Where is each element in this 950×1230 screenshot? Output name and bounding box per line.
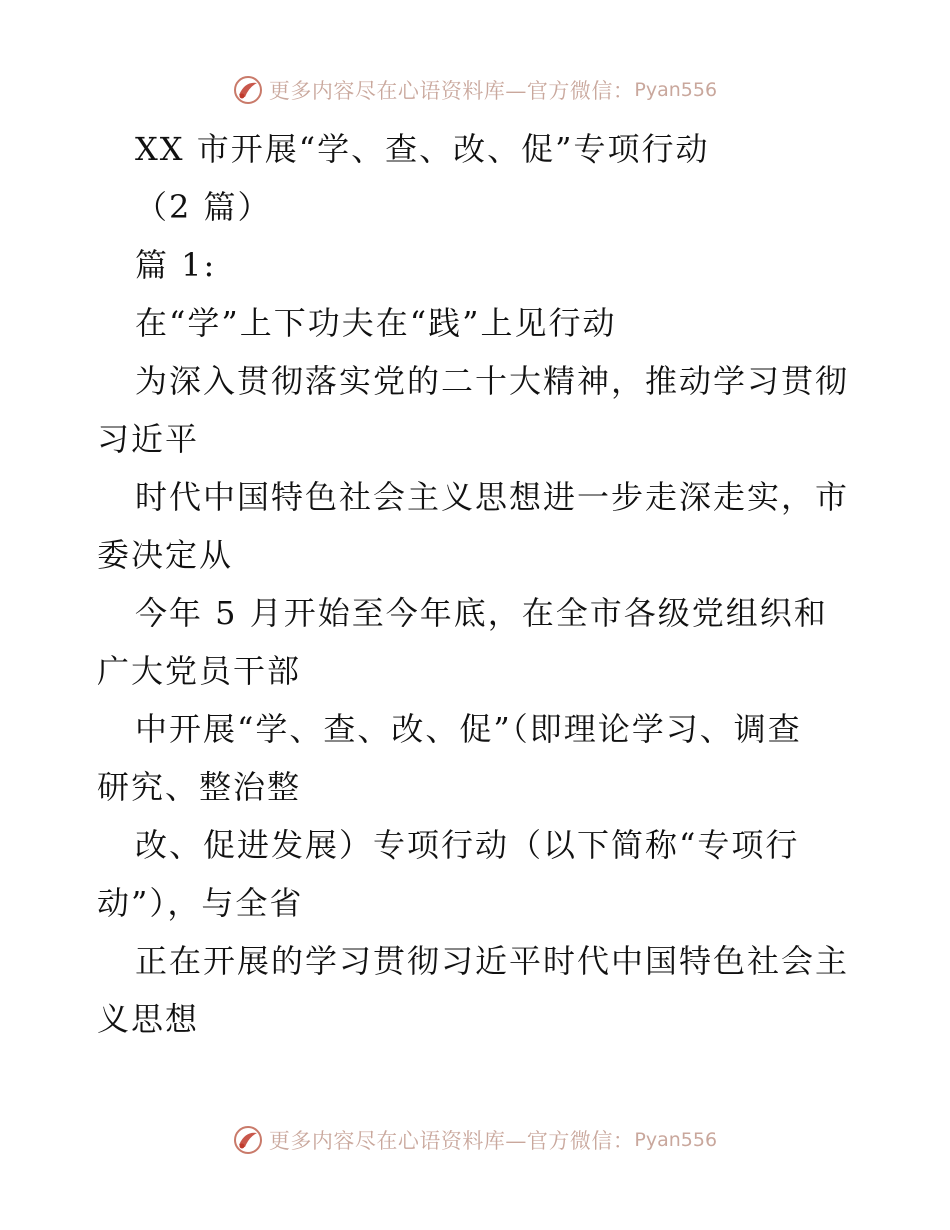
banner-text: 更多内容尽在心语资料库—官方微信： [268,79,635,103]
paragraph-line: 习近平 [97,420,200,458]
paragraph-line: 改、促进发展）专项行动（以下简称“专项行 [135,826,800,864]
paragraph-line: 中开展“学、查、改、促”（即理论学习、调查 [135,710,802,748]
paragraph-line: 今年 5 月开始至今年底，在全市各级党组织和 [135,594,828,632]
document-body [97,120,857,1048]
paragraph-line: 动”），与全省 [97,884,304,922]
banner-text: 更多内容尽在心语资料库—官方微信： [268,1129,635,1153]
banner-wechat-id: Pyan556 [634,1129,718,1151]
header-watermark-banner [0,70,950,110]
logo-icon [233,1125,263,1155]
paragraph-line: 研究、整治整 [97,768,302,806]
banner-wechat-id: Pyan556 [634,79,718,101]
footer-watermark-banner [0,1120,950,1160]
paragraph-line: 正在开展的学习贯彻习近平时代中国特色社会主 [135,942,850,980]
paragraph-line: 为深入贯彻落实党的二十大精神，推动学习贯彻 [135,362,850,400]
section-heading: 在“学”上下功夫在“践”上见行动 [135,304,617,342]
paragraph-line: 时代中国特色社会主义思想进一步走深走实，市 [135,478,850,516]
paragraph-line: 委决定从 [97,536,234,574]
logo-icon [233,75,263,105]
document-subtitle: （2 篇） [135,188,272,226]
paragraph-line: 义思想 [97,1000,200,1038]
section-label: 篇 1: [135,246,217,284]
document-title: XX 市开展“学、查、改、促”专项行动 [135,130,710,168]
paragraph-line: 广大党员干部 [97,652,302,690]
